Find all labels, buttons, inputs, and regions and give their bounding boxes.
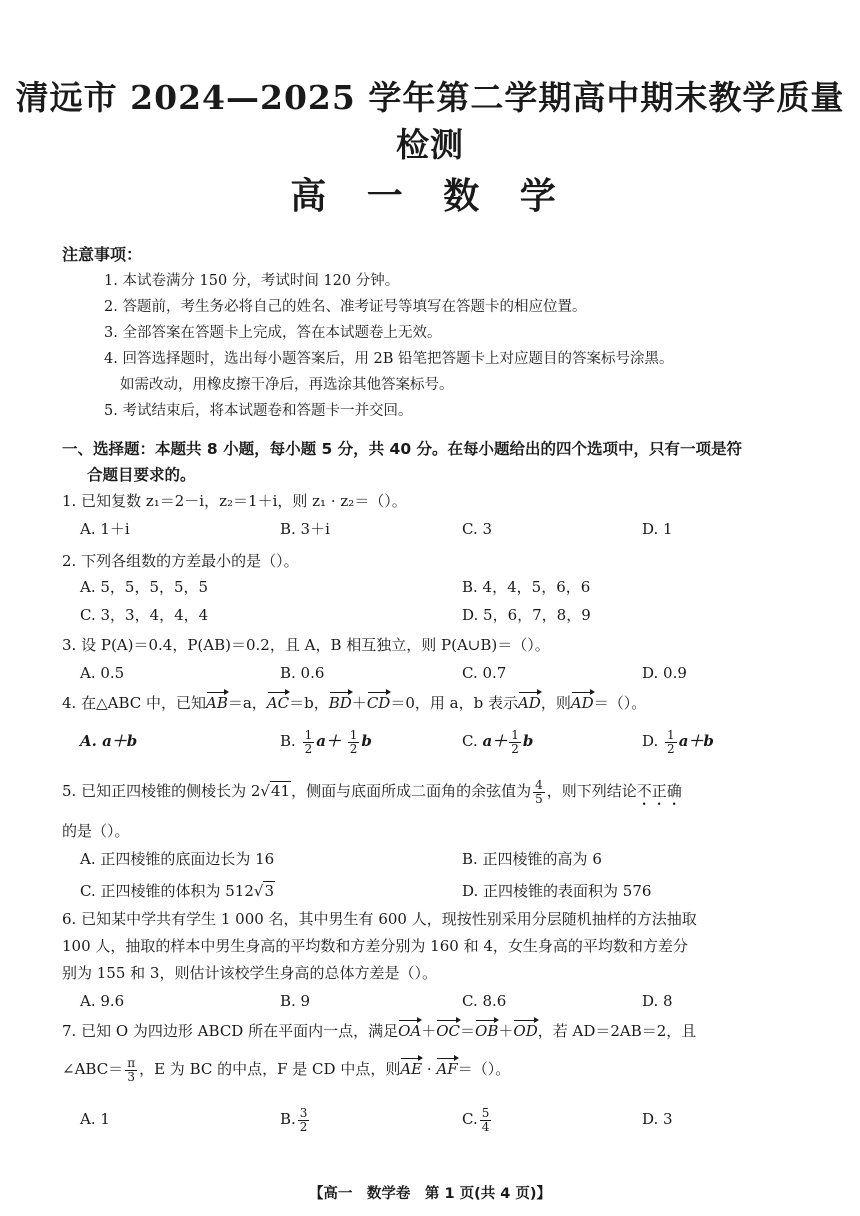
- option-d: [642, 728, 714, 756]
- option-expr: a＋: [482, 732, 508, 750]
- section-heading-line2: 合题目要求的。: [87, 466, 196, 484]
- frac-den: 3: [127, 1069, 135, 1084]
- option-a: A. a＋b: [80, 732, 138, 750]
- sqrt-value: 41: [270, 782, 291, 800]
- option-d: D. 1: [642, 520, 673, 538]
- exam-subject: 高 一 数 学: [290, 176, 570, 217]
- sqrt-value: 3: [264, 882, 274, 900]
- q7-text: ＋: [498, 1022, 514, 1040]
- q4-text: ＝b，: [289, 694, 329, 712]
- question-2-options-row1: [80, 574, 800, 601]
- frac-num: 5: [481, 1105, 490, 1120]
- option-d: D. 5，6，7，8，9: [462, 606, 591, 624]
- question-5: 5. 已知正四棱锥的侧棱长为 2√41，侧面与底面所成二面角的余弦值为 $\frac{4}{5}$ ，则下列结论不正确: [62, 777, 682, 806]
- frac-num: π: [127, 1055, 136, 1070]
- option-b: B. 4，4，5，6，6: [462, 578, 591, 596]
- question-7-line2: [62, 1056, 807, 1084]
- question-2-options-row2: [80, 602, 800, 629]
- frac-den: 2: [349, 741, 358, 756]
- notice-item: 1. 本试卷满分 150 分，考试时间 120 分钟。: [104, 273, 400, 289]
- option-b: B. 3＋i: [280, 520, 330, 538]
- frac-den: 2: [667, 741, 675, 756]
- fraction-half: [665, 729, 677, 756]
- option-a: A. 5，5，5，5，5: [80, 578, 209, 596]
- option-b: [280, 1106, 311, 1134]
- option-c: C. 正四棱锥的体积为 512√3: [80, 882, 274, 900]
- frac-den: 4: [481, 1119, 490, 1134]
- question-2: 2. 下列各组数的方差最小的是（）。: [62, 552, 299, 570]
- question-7: [62, 1018, 807, 1045]
- emphasis-text: 不正确: [636, 782, 682, 800]
- option-c: C. 3: [462, 520, 493, 538]
- exam-title: 清远市 2024—2025 学年第二学期高中期末教学质量检测: [15, 78, 845, 164]
- frac-num: 3: [299, 1105, 308, 1120]
- option-c: C. 0.7: [462, 664, 507, 682]
- frac-num: 4: [535, 777, 543, 792]
- option-expr: b: [522, 732, 534, 750]
- frac-den: 2: [299, 1119, 308, 1134]
- option-expr: b: [361, 732, 372, 750]
- question-5-options-row1: [80, 846, 800, 873]
- question-6-line1: 6. 已知某中学共有学生 1 000 名，其中男生有 600 人，现按性别采用分层随机抽样的方法抽取: [62, 910, 697, 928]
- notice-item: 2. 答题前，考生务必将自己的姓名、准考证号等填写在答题卡的相应位置。: [104, 299, 587, 315]
- question-3-options: [80, 660, 800, 687]
- fraction-pi-3: [125, 1057, 137, 1084]
- vector-ab: AB: [206, 690, 228, 717]
- frac-num: 1: [304, 727, 313, 742]
- option-d: D. 3: [642, 1110, 673, 1128]
- option-a: A. 9.6: [80, 992, 125, 1010]
- frac-den: 2: [304, 741, 313, 756]
- option-b: B. 9: [280, 992, 311, 1010]
- question-6-line3: 别为 155 和 3，则估计该校学生身高的总体方差是（）。: [62, 964, 437, 982]
- question-6-line2: 100 人，抽取的样本中男生身高的平均数和方差分别为 160 和 4，女生身高的平均数和方差分: [62, 937, 688, 955]
- q4-text: ＝a，: [227, 694, 267, 712]
- q4-text: ＋: [351, 694, 367, 712]
- fraction: [480, 1107, 492, 1134]
- q5-text: ，侧面与底面所成二面角的余弦值为: [291, 782, 532, 800]
- vector-af: AF: [436, 1056, 457, 1083]
- q7-text: ＝: [460, 1022, 476, 1040]
- fraction-half: [303, 729, 315, 756]
- notice-list: [104, 268, 814, 424]
- q4-text: ＝（）。: [593, 694, 647, 712]
- q7-text: ＋: [421, 1022, 437, 1040]
- frac-den: 2: [511, 741, 519, 756]
- option-a: A. 0.5: [80, 664, 125, 682]
- option-a: A. 1: [80, 1110, 110, 1128]
- question-5-options-row2: [80, 878, 800, 905]
- question-4: [62, 690, 807, 717]
- option-expr: a＋: [316, 732, 341, 750]
- question-1-options: [80, 516, 800, 543]
- vector-cd: CD: [367, 690, 391, 717]
- option-a: A. 1＋i: [80, 520, 130, 538]
- option-expr: a＋b: [678, 732, 714, 750]
- option-label: D.: [642, 732, 659, 750]
- vector-ob: OB: [475, 1018, 498, 1045]
- q7-text: ∠ABC＝: [62, 1060, 124, 1078]
- notice-heading: 注意事项：: [62, 245, 143, 264]
- option-label: C.: [462, 1110, 478, 1128]
- question-4-options: [80, 728, 800, 755]
- question-4-prefix: 4. 在△ABC 中，已知: [62, 694, 206, 712]
- question-7-options: [80, 1106, 800, 1133]
- option-c: [462, 728, 533, 756]
- frac-num: 1: [667, 727, 675, 742]
- vector-od: OD: [513, 1018, 537, 1045]
- option-d: D. 8: [642, 992, 673, 1010]
- q7-text: ·: [422, 1060, 437, 1078]
- notice-item: 5. 考试结束后，将本试题卷和答题卡一并交回。: [104, 403, 413, 419]
- notice-item: 4. 回答选择题时，选出每小题答案后，用 2B 铅笔把答题卡上对应题目的答案标号涂黑。: [104, 351, 674, 367]
- vector-ad: AD: [518, 690, 541, 717]
- q5-text: ，则下列结论: [546, 782, 637, 800]
- option-b: B. 正四棱锥的高为 6: [462, 850, 602, 868]
- frac-num: 1: [349, 727, 358, 742]
- fraction-half: [348, 729, 360, 756]
- section-heading-line1: 一、选择题：本题共 8 小题，每小题 5 分，共 40 分。在每小题给出的四个选项中，只有一项是符: [62, 440, 743, 458]
- fraction-half: [509, 729, 521, 756]
- question-5-line2: 的是（）。: [62, 822, 130, 840]
- option-label: B.: [280, 1110, 296, 1128]
- fraction: [298, 1107, 310, 1134]
- notice-item: 如需改动，用橡皮擦干净后，再选涂其他答案标号。: [120, 377, 454, 393]
- option-c: C. 3，3，4，4，4: [80, 606, 209, 624]
- q7-text: ＝（）。: [457, 1060, 511, 1078]
- notice-item: 3. 全部答案在答题卡上完成，答在本试题卷上无效。: [104, 325, 442, 341]
- option-b: [280, 728, 372, 756]
- q7-text: 7. 已知 O 为四边形 ABCD 所在平面内一点，满足: [62, 1022, 399, 1040]
- question-6-options: [80, 988, 800, 1015]
- fraction: [533, 779, 545, 806]
- vector-ac: AC: [267, 690, 289, 717]
- vector-bd: BD: [329, 690, 352, 717]
- vector-oc: OC: [436, 1018, 460, 1045]
- option-label: B.: [280, 732, 296, 750]
- option-label: C.: [462, 732, 478, 750]
- q5-text: 5. 已知正四棱锥的侧棱长为 2: [62, 782, 261, 800]
- option-b: B. 0.6: [280, 664, 325, 682]
- option-text: C. 正四棱锥的体积为 512: [80, 882, 254, 900]
- option-c: C. 8.6: [462, 992, 507, 1010]
- frac-num: 1: [511, 727, 519, 742]
- page-footer: 【高一 数学卷 第 1 页(共 4 页)】: [308, 1186, 552, 1202]
- option-c: [462, 1106, 493, 1134]
- vector-ae: AE: [400, 1056, 422, 1083]
- option-d: D. 0.9: [642, 664, 687, 682]
- q7-text: ，E 为 BC 的中点，F 是 CD 中点，则: [139, 1060, 401, 1078]
- option-d: D. 正四棱锥的表面积为 576: [462, 882, 652, 900]
- option-a: A. 正四棱锥的底面边长为 16: [80, 850, 275, 868]
- question-3: 3. 设 P(A)＝0.4，P(AB)＝0.2，且 A，B 相互独立，则 P(A∪B)＝（）。: [62, 636, 550, 654]
- vector-oa: OA: [398, 1018, 421, 1045]
- q4-text: ，则: [540, 694, 571, 712]
- frac-den: 5: [535, 791, 543, 806]
- q7-text: ，若 AD＝2AB＝2，且: [537, 1022, 697, 1040]
- vector-ad: AD: [571, 690, 594, 717]
- q4-text: ＝0，用 a，b 表示: [390, 694, 518, 712]
- section-heading: [62, 436, 807, 488]
- question-1: 1. 已知复数 z₁＝2－i，z₂＝1＋i，则 z₁ · z₂＝（）。: [62, 492, 407, 510]
